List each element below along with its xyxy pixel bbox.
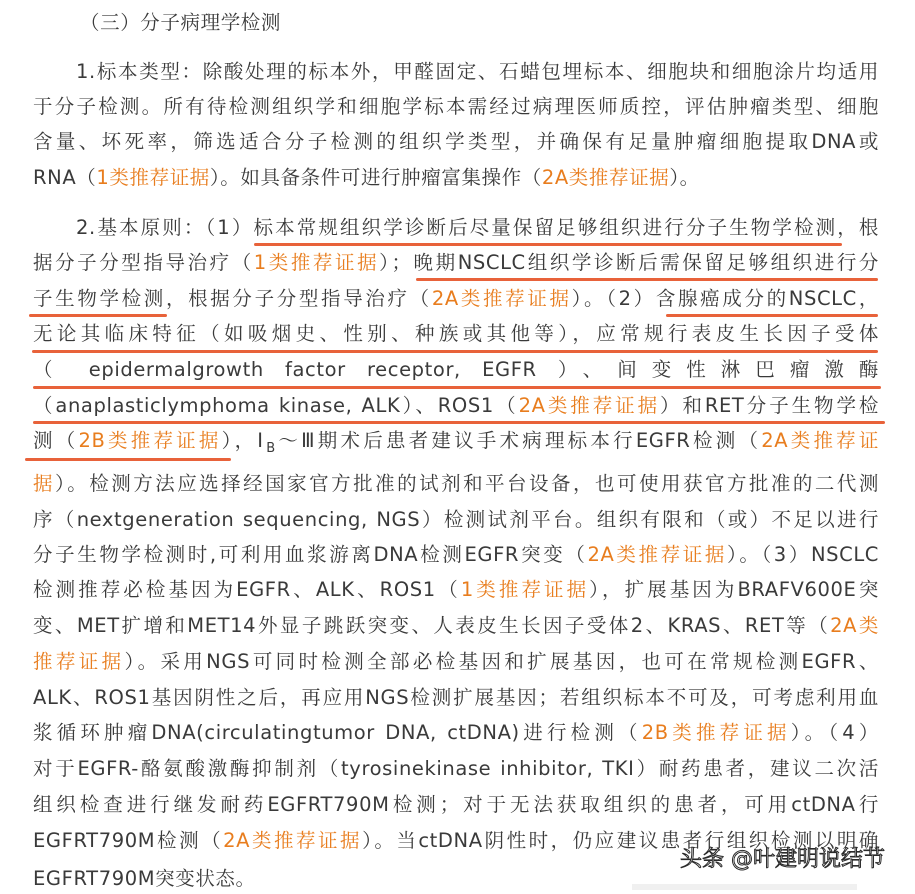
underline-mark <box>33 421 885 424</box>
text-segment: ），扩展基因为BRAFV600E突 <box>589 578 879 601</box>
text-line <box>33 647 879 677</box>
text-line <box>33 391 879 421</box>
text-line <box>33 127 879 157</box>
evidence-level: 1类推荐证据 <box>253 251 380 274</box>
text-segment: ），Ⅰ <box>221 429 267 452</box>
underline-mark <box>416 278 878 281</box>
text-segment: 序（nextgeneration sequencing, NGS）检测试剂平台。组织有限和（或）不足以进行 <box>33 508 879 531</box>
text-line <box>33 505 879 535</box>
text-segment: 变、MET扩增和MET14外显子跳跃突变、人表皮生长因子受体2、KRAS、RET等（ <box>33 614 831 637</box>
text-segment: 测（ <box>33 429 79 452</box>
evidence-level: 2B类推荐证据 <box>78 429 222 452</box>
text-line <box>33 575 879 605</box>
evidence-level: 1类推荐证据 <box>96 166 210 189</box>
text-segment: 对于EGFR-酪氨酸激酶抑制剂（tyrosinekinase inhibitor, TKI）耐药患者，建议二次活 <box>33 757 879 780</box>
evidence-level: 2A类推荐证据 <box>518 394 661 417</box>
text-segment: ）。（4） <box>790 721 879 744</box>
text-segment: ）。如具备条件可进行肿瘤富集操作（ <box>209 166 542 189</box>
section-title: （三）分子病理学检测 <box>80 11 282 34</box>
underline-mark <box>666 314 878 317</box>
text-line <box>76 57 879 87</box>
evidence-level: 2A类推荐证据 <box>223 829 363 852</box>
underline-mark <box>25 458 231 461</box>
evidence-level: 2A类推荐证据 <box>431 287 572 310</box>
text-segment: 浆循环肿瘤DNA(circulatingtumor DNA, ctDNA)进行检测（ <box>33 721 642 744</box>
text-line <box>33 540 879 570</box>
text-segment: ）。 <box>669 166 700 189</box>
text-segment: 1.标本类型：除酸处理的标本外，甲醛固定、石蜡包埋标本、细胞块和细胞涂片均适用 <box>76 60 879 83</box>
evidence-level: 1类推荐证据 <box>460 578 590 601</box>
evidence-level: 2A类推荐证 <box>761 429 879 452</box>
text-line <box>33 611 879 641</box>
text-segment: 据分子分型指导治疗（ <box>33 251 254 274</box>
text-segment: 组织检查进行继发耐药EGFRT790M检测；对于无法获取组织的患者，可用ctDNA行 <box>33 793 879 816</box>
evidence-level: 2A类推荐证据 <box>541 166 670 189</box>
text-segment: 于分子检测。所有待检测组织学和细胞学标本需经过病理医师质控，评估肿瘤类型、细胞 <box>33 95 879 118</box>
text-segment: 无论其临床特征（如吸烟史、性别、种族或其他等），应常规行表皮生长因子受体 <box>33 322 879 345</box>
text-segment: ALK、ROS1基因阴性之后，再应用NGS检测扩展基因；若组织标本不可及，可考虑利用血 <box>33 686 879 709</box>
text-segment: ）。（3）NSCLC <box>726 543 879 566</box>
text-segment: 2.基本原则：（1）标本常规组织学诊断后尽量保留足够组织进行分子生物学检测，根 <box>76 216 879 239</box>
text-line <box>33 248 879 278</box>
text-segment: ～Ⅲ期术后患者建议手术病理标本行EGFR检测（ <box>275 429 762 452</box>
watermark-bar <box>632 884 857 890</box>
watermark: 头条 @叶建明说结节 <box>680 847 885 872</box>
text-segment: EGFRT790M突变状态。 <box>33 867 256 890</box>
text-segment: 检测推荐必检基因为EGFR、ALK、ROS1（ <box>33 578 461 601</box>
underline-mark <box>32 350 878 353</box>
text-segment: ）；晚期NSCLC组织学诊断后需保留足够组织进行分 <box>379 251 879 274</box>
evidence-level: 2B类推荐证据 <box>641 721 791 744</box>
evidence-level: 2A类推荐证据 <box>587 543 727 566</box>
text-line <box>33 426 879 456</box>
underline-mark <box>33 386 881 389</box>
text-segment: ）。检测方法应选择经国家官方批准的试剂和平台设备，也可使用获官方批准的二代测 <box>55 472 879 495</box>
underline-mark <box>254 243 842 246</box>
text-segment: （ epidermalgrowth factor receptor, EGFR ）、间变性淋巴瘤激酶 <box>33 358 879 381</box>
evidence-level: 推荐证据 <box>33 650 125 673</box>
text-line <box>33 683 879 713</box>
text-segment: ）。当ctDNA阴性时，仍应建议患者行组织检测以明确 <box>362 829 879 852</box>
text-line <box>33 469 879 499</box>
underline-mark <box>29 314 167 317</box>
text-segment: ）。（2）含腺癌成分的NSCLC， <box>571 287 879 310</box>
subscript: B <box>266 441 276 456</box>
text-line <box>33 92 879 122</box>
text-line <box>33 284 879 314</box>
text-line <box>33 754 879 784</box>
text-segment: 含量、坏死率，筛选适合分子检测的组织学类型，并确保有足量肿瘤细胞提取DNA或 <box>33 130 879 153</box>
text-segment: EGFRT790M检测（ <box>33 829 224 852</box>
text-segment: RNA（ <box>33 166 97 189</box>
evidence-level: 2A类 <box>830 614 880 637</box>
text-line <box>33 790 879 820</box>
text-line <box>33 355 879 385</box>
text-line <box>33 718 879 748</box>
text-segment: ）和RET分子生物学检 <box>660 394 879 417</box>
text-segment: ）。采用NGS可同时检测全部必检基因和扩展基因，也可在常规检测EGFR、 <box>124 650 880 673</box>
text-line <box>33 319 879 349</box>
text-segment: 子生物学检测，根据分子分型指导治疗（ <box>33 287 432 310</box>
text-segment: （anaplasticlymphoma kinase, ALK）、ROS1（ <box>33 394 519 417</box>
text-line <box>33 163 879 193</box>
evidence-level: 据 <box>33 472 55 495</box>
text-line <box>76 213 879 243</box>
text-segment: 分子生物学检测时,可利用血浆游离DNA检测EGFR突变（ <box>33 543 588 566</box>
